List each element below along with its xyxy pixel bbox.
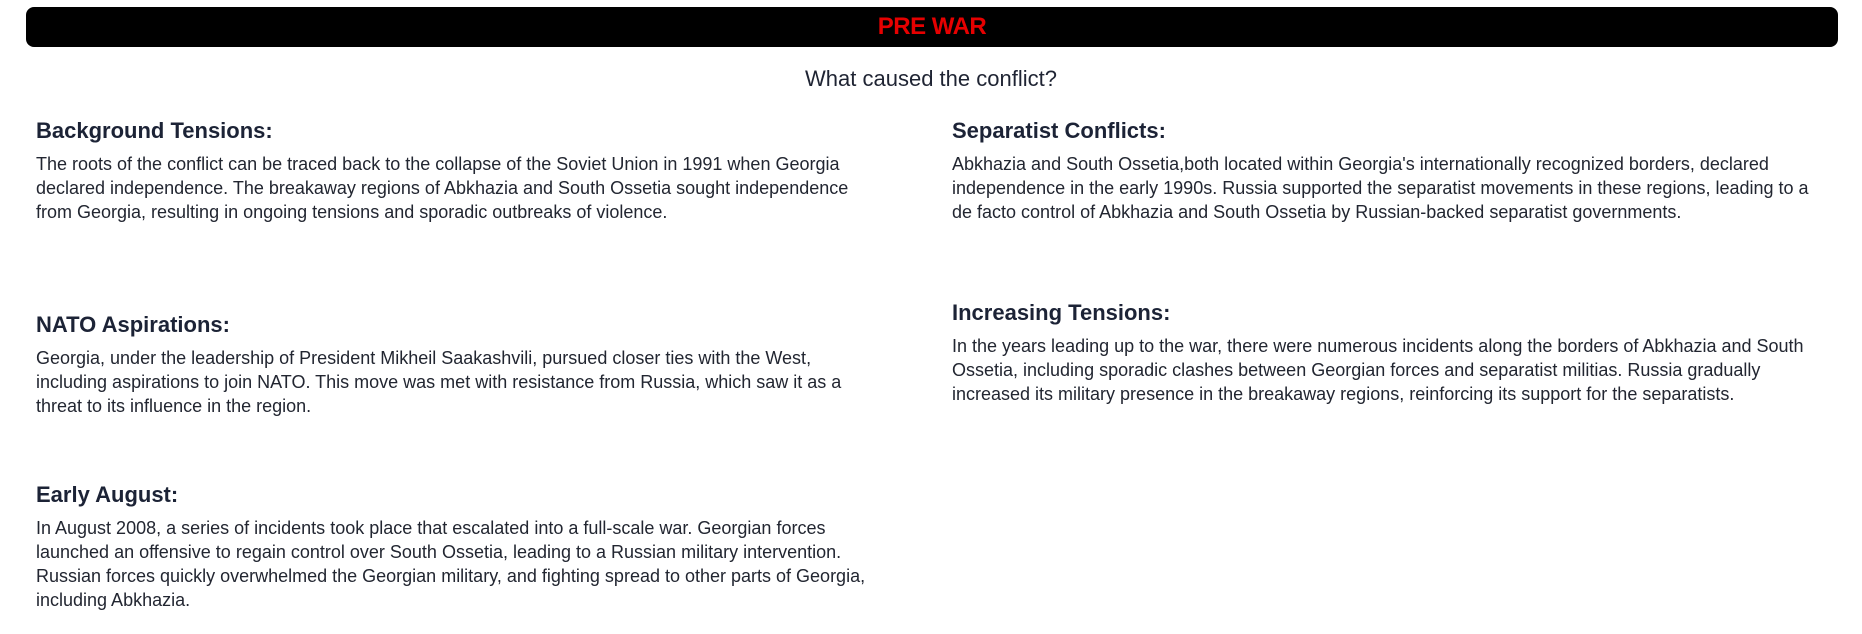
section-body: Abkhazia and South Ossetia,both located within Georgia's internationally recognized borders, declared independence in the early 1990s. Russia supported the separatist movements in these regions, leading to a de facto control of Abkhazia and South Ossetia by Russian-backed separatist governments.: [952, 154, 1809, 222]
section-title: Increasing Tensions:: [952, 300, 1171, 325]
section-title: Separatist Conflicts:: [952, 118, 1166, 143]
section-separatist-conflicts: [952, 118, 1812, 224]
section-nato-aspirations: [36, 312, 886, 418]
page-subtitle: What caused the conflict?: [805, 66, 1057, 91]
section-early-august: [36, 482, 886, 612]
section-title: NATO Aspirations:: [36, 312, 230, 337]
section-title: Background Tensions:: [36, 118, 273, 143]
page-title: PRE WAR: [877, 13, 987, 40]
section-body: The roots of the conflict can be traced back to the collapse of the Soviet Union in 1991 when Georgia declared independence. The breakaway regions of Abkhazia and South Ossetia sought independence from Georgia, resulting in ongoing tensions and sporadic outbreaks of violence.: [36, 154, 849, 222]
section-title: Early August:: [36, 482, 179, 507]
section-body: Georgia, under the leadership of President Mikheil Saakashvili, pursued closer ties with the West, including aspirations to join NATO. This move was met with resistance from Russia, which saw it as a threat to its influence in the region.: [36, 348, 842, 416]
section-body: In the years leading up to the war, there were numerous incidents along the borders of Abkhazia and South Ossetia, including sporadic clashes between Georgian forces and separatist militias. Russia gradually increased its military presence in the breakaway regions, reinforcing its support for the separatists.: [952, 336, 1804, 404]
section-background-tensions: [36, 118, 886, 224]
header-bar: [26, 7, 1838, 47]
section-body: In August 2008, a series of incidents took place that escalated into a full-scale war. Georgian forces launched an offensive to regain control over South Ossetia, leading to a Russian military intervention. Russian forces quickly overwhelmed the Georgian military, and fighting spread to other parts of Georgia, including Abkhazia.: [36, 518, 866, 610]
section-increasing-tensions: [952, 300, 1812, 406]
